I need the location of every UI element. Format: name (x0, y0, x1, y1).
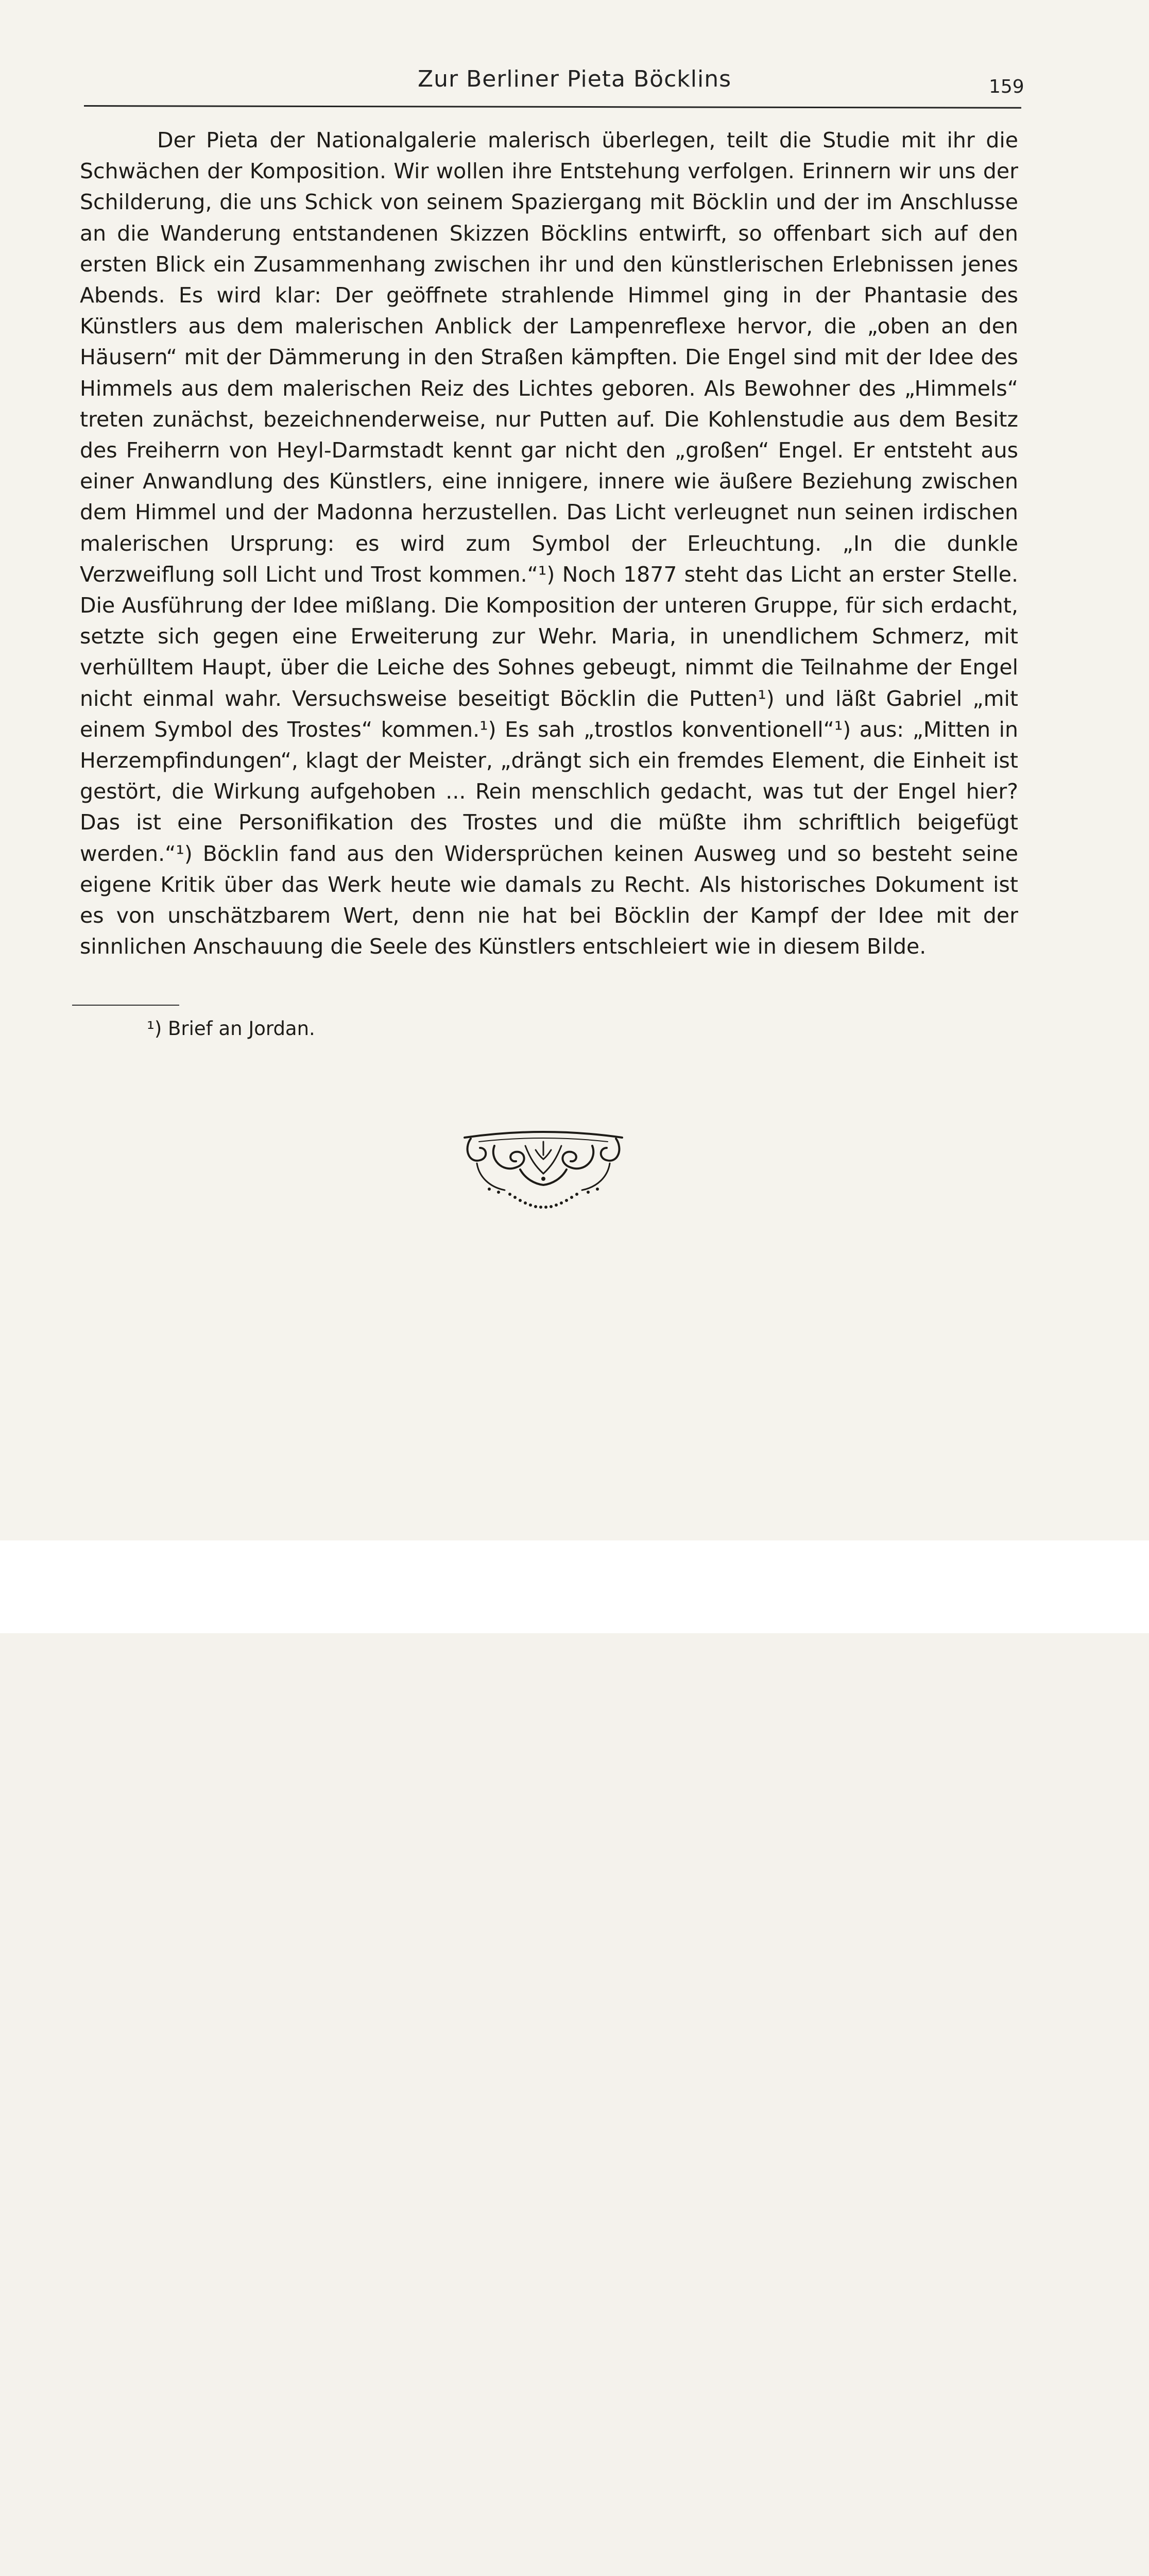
body-text (80, 125, 1018, 962)
body-paragraph: Der Pieta der Nationalgalerie malerisch überlegen, teilt die Studie mit ihr die Schwächen der Komposition. Wir wollen ihre Entstehung verfolgen. Erinnern wir uns der Schilderung, die uns Schick von seinem Spaziergang mit Böcklin und der im Anschlusse an die Wanderung entstandenen Skizzen Böcklins entwirft, so offenbart sich auf den ersten Blick ein Zusammenhang zwischen ihr und den künstlerischen Erlebnissen jenes Abends. Es wird klar: Der geöffnete strahlende Himmel ging in der Phantasie des Künstlers aus dem malerischen Anblick der Lampenreflexe hervor, die „oben an den Häusern“ mit der Dämmerung in den Straßen kämpften. Die Engel sind mit der Idee des Himmels aus dem malerischen Reiz des Lichtes geboren. Als Bewohner des „Himmels“ treten zunächst, bezeichnenderweise, nur Putten auf. Die Kohlenstudie aus dem Besitz des Freiherrn von Heyl-Darmstadt kennt gar nicht den „großen“ Engel. Er entsteht aus einer Anwandlung des Künstlers, eine innigere, innere wie äußere Beziehung zwischen dem Himmel und der Madonna herzustellen. Das Licht verleugnet nun seinen irdischen malerischen Ursprung: es wird zum Symbol der Erleuchtung. „In die dunkle Verzweiflung soll Licht und Trost kommen.“¹) Noch 1877 steht das Licht an erster Stelle. Die Ausführung der Idee mißlang. Die Komposition der unteren Gruppe, für sich erdacht, setzte sich gegen eine Erweiterung zur Wehr. Maria, in unendlichem Schmerz, mit verhülltem Haupt, über die Leiche des Sohnes gebeugt, nimmt die Teilnahme der Engel nicht einmal wahr. Versuchsweise beseitigt Böcklin die Putten¹) und läßt Gabriel „mit einem Symbol des Trostes“ kommen.¹) Es sah „trostlos konventionell“¹) aus: „Mitten in Herzempfindungen“, klagt der Meister, „drängt sich ein fremdes Element, die Einheit ist gestört, die Wirkung aufgehoben ... Rein menschlich gedacht, was tut der Engel hier? Das ist eine Personifikation des Trostes und die müßte ihm schriftlich beigefügt werden.“¹) Böcklin fand aus den Widersprüchen keinen Ausweg und so besteht seine eigene Kritik über das Werk heute wie damals zu Recht. Als historisches Dokument ist es von unschätzbarem Wert, denn nie hat bei Böcklin der Kampf der Idee mit der sinnlichen Anschauung die Seele des Künstlers entschleiert wie in diesem Bilde. (80, 128, 1018, 959)
footer-bar (0, 1540, 1149, 1633)
decorative-vignette-icon (458, 1123, 628, 1216)
footnote: ¹) Brief an Jordan. (147, 1018, 315, 1040)
page-number: 159 (989, 76, 1024, 97)
footnote-rule (72, 1005, 179, 1006)
header-rule (84, 105, 1021, 109)
running-title: Zur Berliner Pieta Böcklins (417, 66, 732, 92)
